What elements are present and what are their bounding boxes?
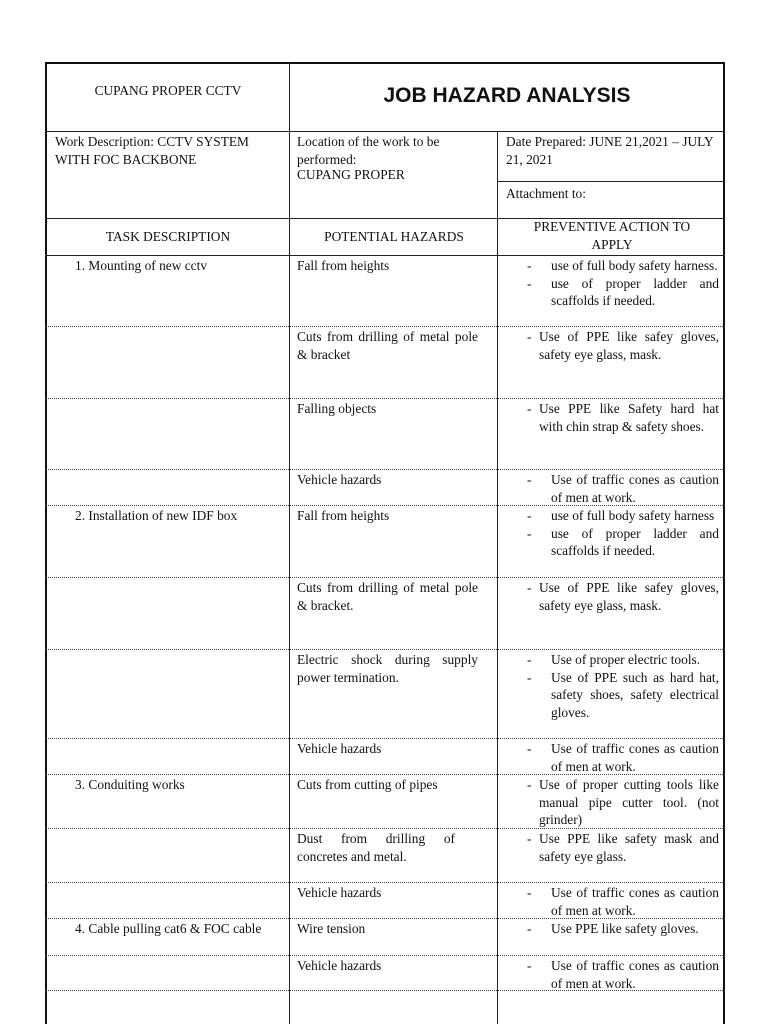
hazard-cell: Fall from heights [297,258,390,273]
action-item: - use of proper ladder and scaffolds if needed. [498,525,719,560]
row-separator [45,398,725,399]
action-item: - Use of traffic cones as caution of men at work. [498,740,719,775]
row-separator [45,326,725,327]
task-number: 4. [75,921,86,936]
action-item: - use of full body safety harness [498,507,719,525]
action-cell [498,740,719,775]
action-item: - Use of PPE such as hard hat, safety shoes, safety electrical gloves. [498,669,719,722]
hazard-cell: Vehicle hazards [297,741,382,756]
action-item: - Use PPE like safety gloves. [498,920,719,938]
task-number: 3. [75,777,86,792]
divider-column-heads [45,255,725,256]
row-separator [45,738,725,739]
column-header-task: TASK DESCRIPTION [105,229,231,244]
row-separator [45,955,725,956]
hazard-cell: Vehicle hazards [297,885,382,900]
action-item: - Use of PPE like safey gloves, safety eye glass, mask. [498,328,719,363]
action-cell [498,884,719,919]
task-4 [75,920,265,938]
hazard-cell: Wire tension [297,921,366,936]
action-item: - Use PPE like safety mask and safety eye glass. [498,830,719,865]
task-number: 2. [75,508,86,523]
action-cell [498,471,719,506]
action-cell [498,830,719,865]
task-2 [75,507,285,525]
hazard-cell: Dust from drilling of concretes and metal. [297,831,455,864]
action-item: - Use of proper electric tools. [498,651,719,669]
action-item: - Use PPE like Safety hard hat with chin strap & safety shoes. [498,400,719,435]
document-title: JOB HAZARD ANALYSIS [383,84,631,107]
row-separator [45,469,725,470]
work-description: Work Description: CCTV SYSTEM WITH FOC BACKBONE [55,134,249,167]
task-label: Cable pulling cat6 & FOC cable [88,921,262,936]
action-item: - Use of traffic cones as caution of men at work. [498,471,719,506]
action-cell [498,957,719,992]
location-value: CUPANG PROPER [297,167,405,182]
action-cell [498,257,719,310]
hazard-cell: Cuts from drilling of metal pole & bracket. [297,580,478,613]
action-item: - Use of traffic cones as caution of men at work. [498,957,719,992]
column-header-action: PREVENTIVE ACTION TO APPLY [533,219,691,252]
column-header-hazards: POTENTIAL HAZARDS [324,229,464,244]
project-name: CUPANG PROPER CCTV [94,83,242,98]
hazard-cell: Falling objects [297,401,377,416]
date-prepared: Date Prepared: JUNE 21,2021 – JULY 21, 2021 [506,134,714,167]
action-cell [498,651,719,721]
attachment-label: Attachment to: [506,186,586,201]
task-label: Installation of new IDF box [88,508,238,523]
action-item: - Use of proper cutting tools like manual pipe cutter tool. (not grinder) [498,776,719,829]
action-cell [498,328,719,363]
table-border-left [45,62,47,1024]
task-number: 1. [75,258,86,273]
hazard-cell: Cuts from cutting of pipes [297,777,438,792]
action-cell [498,776,719,829]
action-cell [498,400,719,435]
hazard-cell: Electric shock during supply power termination. [297,652,478,685]
action-cell [498,920,719,938]
task-label: Mounting of new cctv [88,258,208,273]
hazard-cell: Vehicle hazards [297,958,382,973]
table-border-top [45,62,725,64]
hazard-cell: Cuts from drilling of metal pole & bracket [297,329,478,362]
action-item: - use of proper ladder and scaffolds if needed. [498,275,719,310]
task-label: Conduiting works [88,777,185,792]
divider-header [45,131,725,132]
divider-attachment [497,181,725,182]
action-cell [498,579,719,614]
location-label: Location of the work to be performed: [297,134,440,167]
hazard-cell: Vehicle hazards [297,472,382,487]
action-item: - use of full body safety harness. [498,257,719,275]
row-separator [45,577,725,578]
hazard-cell: Fall from heights [297,508,390,523]
row-separator [45,649,725,650]
divider-col-1 [289,62,290,1024]
table-border-right [723,62,725,1024]
action-cell [498,507,719,560]
row-separator [45,882,725,883]
task-1 [75,257,285,275]
action-item: - Use of PPE like safey gloves, safety eye glass, mask. [498,579,719,614]
task-3 [75,776,285,794]
action-item: - Use of traffic cones as caution of men at work. [498,884,719,919]
